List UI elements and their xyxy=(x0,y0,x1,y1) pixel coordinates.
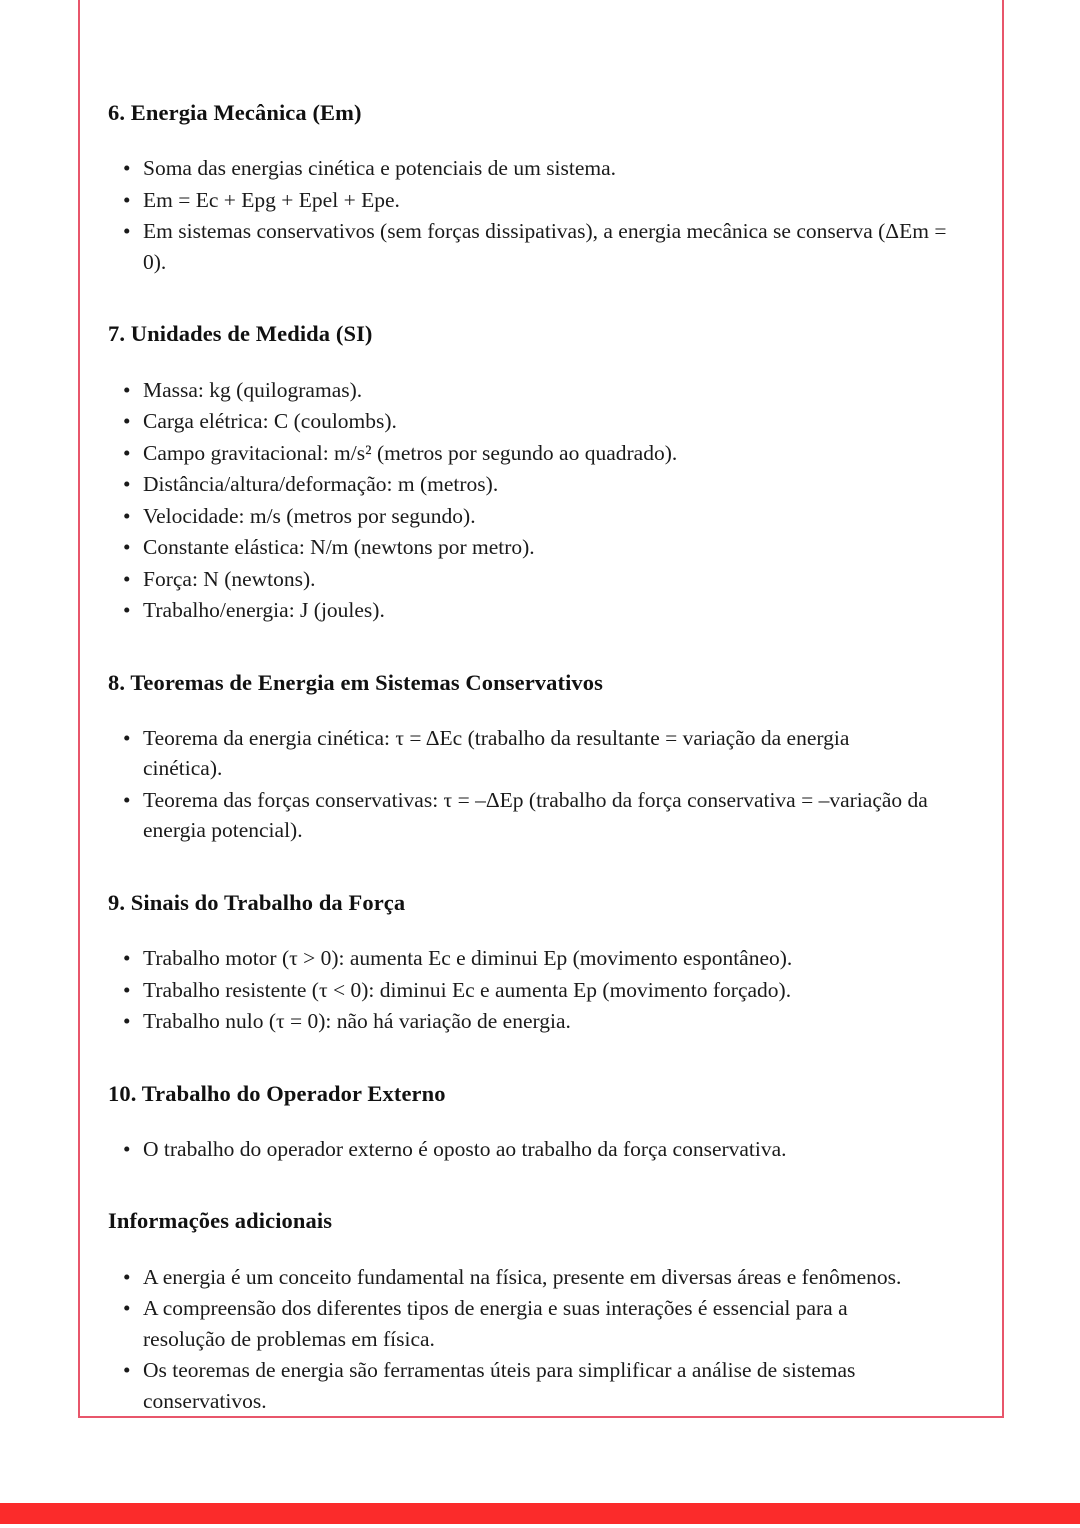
bullet-icon: • xyxy=(123,725,131,750)
bullet-icon: • xyxy=(123,566,131,591)
list-item-text: Trabalho resistente (τ < 0): diminui Ec e aumenta Ep (movimento forçado). xyxy=(143,977,792,1002)
bullet-list xyxy=(108,943,968,1037)
section-heading: 6. Energia Mecânica (Em) xyxy=(108,100,362,125)
list-item-text: Soma das energias cinética e potenciais de um sistema. xyxy=(143,156,617,181)
list-item-text: Teorema das forças conservativas: τ = –ΔEp (trabalho da força conservativa = –variação da energia potencial). xyxy=(143,787,928,843)
document-content xyxy=(108,0,968,1458)
bullet-list xyxy=(108,1134,968,1165)
bullet-icon: • xyxy=(123,503,131,528)
list-item-text: A energia é um conceito fundamental na física, presente em diversas áreas e fenômenos. xyxy=(143,1264,902,1289)
bullet-icon: • xyxy=(123,409,131,433)
bullet-icon: • xyxy=(123,1009,131,1033)
list-item-text: Teorema da energia cinética: τ = ΔEc (trabalho da resultante = variação da energia cinética). xyxy=(143,725,850,781)
bullet-icon: • xyxy=(123,219,131,244)
bullet-icon: • xyxy=(123,187,131,212)
list-item xyxy=(108,564,968,595)
bullet-list xyxy=(108,153,968,277)
bullet-icon: • xyxy=(123,977,131,1002)
list-item-text: Força: N (newtons). xyxy=(143,566,316,591)
section-energia-mecanica xyxy=(108,98,968,277)
bullet-icon: • xyxy=(123,440,131,465)
section-heading: 10. Trabalho do Operador Externo xyxy=(108,1080,446,1106)
list-item xyxy=(108,375,968,406)
list-item xyxy=(108,216,968,277)
list-item xyxy=(108,438,968,469)
bullet-icon: • xyxy=(123,1264,131,1289)
bullet-icon: • xyxy=(123,1136,131,1161)
list-item-text: Em sistemas conservativos (sem forças dissipativas), a energia mecânica se conserva (ΔEm = 0). xyxy=(143,219,947,274)
list-item-text: Os teoremas de energia são ferramentas úteis para simplificar a análise de sistemas conservativos. xyxy=(143,1358,856,1413)
bullet-list xyxy=(108,723,968,846)
list-item xyxy=(108,943,968,974)
bullet-icon: • xyxy=(123,535,131,559)
list-item-text: Trabalho nulo (τ = 0): não há variação de energia. xyxy=(143,1009,571,1033)
bullet-icon: • xyxy=(123,946,131,970)
list-item-text: Constante elástica: N/m (newtons por metro). xyxy=(143,535,535,559)
list-item-text: Trabalho motor (τ > 0): aumenta Ec e diminui Ep (movimento espontâneo). xyxy=(143,946,793,970)
list-item-text: Em = Ec + Epg + Epel + Epe. xyxy=(143,187,400,212)
list-item xyxy=(108,1134,968,1165)
list-item-text: A compreensão dos diferentes tipos de energia e suas interações é essencial para a resolução de problemas em física. xyxy=(143,1296,848,1351)
list-item-text: Carga elétrica: C (coulombs). xyxy=(143,409,397,433)
list-item-text: Trabalho/energia: J (joules). xyxy=(143,598,385,622)
section-heading: Informações adicionais xyxy=(108,1208,333,1234)
section-heading: 8. Teoremas de Energia em Sistemas Conservativos xyxy=(108,669,603,695)
bullet-list xyxy=(108,1262,968,1417)
bullet-icon: • xyxy=(123,1296,131,1320)
list-item xyxy=(108,185,968,216)
list-item xyxy=(108,501,968,532)
section-teoremas-de-energia xyxy=(108,668,968,846)
list-item xyxy=(108,1355,968,1416)
list-item xyxy=(108,785,968,846)
list-item xyxy=(108,975,968,1006)
list-item xyxy=(108,406,968,437)
bullet-icon: • xyxy=(123,598,131,622)
list-item xyxy=(108,1293,968,1354)
list-item-text: O trabalho do operador externo é oposto ao trabalho da força conservativa. xyxy=(143,1136,787,1161)
list-item-text: Campo gravitacional: m/s² (metros por segundo ao quadrado). xyxy=(143,440,678,465)
list-item-text: Massa: kg (quilogramas). xyxy=(143,377,363,402)
bullet-icon: • xyxy=(123,156,131,181)
section-sinais-do-trabalho xyxy=(108,888,968,1037)
list-item xyxy=(108,153,968,184)
section-heading: 9. Sinais do Trabalho da Força xyxy=(108,889,406,915)
bullet-list xyxy=(108,375,968,626)
section-heading: 7. Unidades de Medida (SI) xyxy=(108,321,373,347)
bullet-icon: • xyxy=(123,377,131,402)
list-item xyxy=(108,595,968,626)
list-item xyxy=(108,532,968,563)
section-informacoes-adicionais xyxy=(108,1206,968,1416)
section-trabalho-operador-externo xyxy=(108,1079,968,1165)
bullet-icon: • xyxy=(123,1358,131,1382)
list-item xyxy=(108,1262,968,1293)
list-item xyxy=(108,469,968,500)
list-item xyxy=(108,1006,968,1037)
bottom-accent-band xyxy=(0,1503,1080,1524)
bullet-icon: • xyxy=(123,472,131,496)
bullet-icon: • xyxy=(123,787,131,812)
list-item xyxy=(108,723,968,784)
list-item-text: Distância/altura/deformação: m (metros). xyxy=(143,472,499,496)
section-unidades-de-medida xyxy=(108,319,968,625)
list-item-text: Velocidade: m/s (metros por segundo). xyxy=(143,503,476,528)
